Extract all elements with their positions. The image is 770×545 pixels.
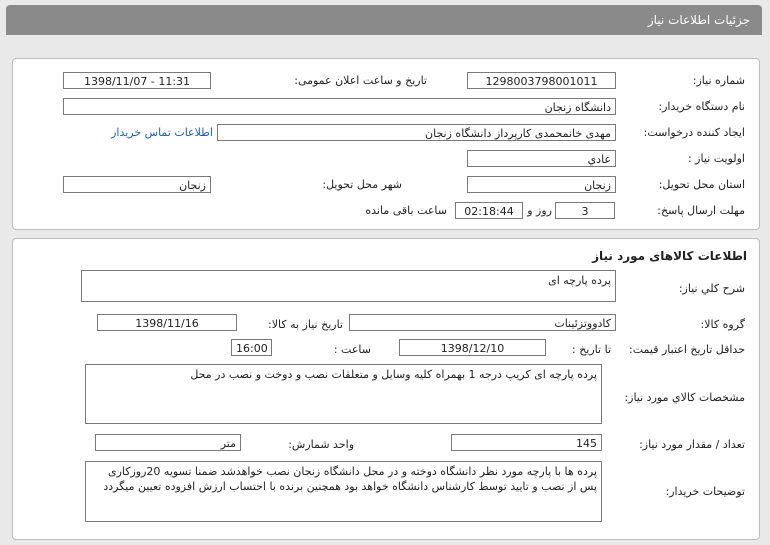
time-remaining-label: ساعت باقی مانده [365, 204, 447, 217]
page-header [6, 5, 762, 35]
until-date-field[interactable]: 1398/12/10 [399, 339, 546, 356]
goods-section-title: اطلاعات کالاهای مورد نیاز [592, 249, 747, 263]
need-number-field[interactable]: 1298003798001011 [467, 72, 616, 89]
buyer-notes-field[interactable]: پرده ها با پارچه مورد نظر دانشگاه دوخته و در محل دانشگاه زنجان نصب خواهدشد ضمنا تسویه 20روزکاری پس از نصب و تایید توسط کارشناس دانشگاه خواهد بود همچنین برنده با احتساب ارزش افزوده تعیین میگردد [85, 461, 602, 522]
buyer-contact-link[interactable]: اطلاعات تماس خریدار [111, 126, 213, 139]
need-date-field[interactable]: 1398/11/16 [97, 314, 237, 331]
summary-label: شرح کلي نیاز: [678, 282, 745, 295]
specs-field[interactable]: پرده پارچه ای کریپ درجه 1 بهمراه کلیه وسایل و متعلقات نصب و دوخت و نصب در محل [85, 364, 602, 424]
days-label: روز و [527, 204, 552, 217]
need-date-label: تاریخ نیاز به کالا: [268, 318, 343, 331]
unit-label: واحد شمارش: [288, 438, 354, 451]
announce-datetime-field[interactable]: 1398/11/07 - 11:31 [63, 72, 211, 89]
city-label: شهر محل تحویل: [322, 178, 402, 191]
page-title: جزئیات اطلاعات نیاز [647, 13, 750, 27]
group-field[interactable]: کادووتزئینات [349, 314, 616, 331]
time-field[interactable]: 16:00 [231, 339, 272, 356]
specs-label: مشخصات کالاي مورد نیاز: [624, 391, 745, 404]
unit-field[interactable]: متر [95, 434, 241, 451]
priority-label: اولویت نیاز : [687, 152, 745, 165]
quantity-field[interactable]: 145 [451, 434, 602, 451]
deadline-label: مهلت ارسال پاسخ: [657, 204, 745, 217]
summary-field[interactable]: پرده پارچه ای [81, 270, 616, 302]
province-label: استان محل تحویل: [658, 178, 745, 191]
announce-datetime-label: تاریخ و ساعت اعلان عمومی: [294, 74, 427, 87]
time-label: ساعت : [333, 343, 371, 356]
days-field[interactable]: 3 [555, 202, 615, 219]
priority-field[interactable]: عادي [467, 150, 616, 167]
until-date-label: تا تاریخ : [572, 343, 611, 356]
buyer-org-label: نام دستگاه خریدار: [658, 100, 745, 113]
goods-info-panel [12, 238, 760, 540]
need-number-label: شماره نیاز: [692, 74, 745, 87]
quantity-label: تعداد / مقدار مورد نیاز: [639, 438, 745, 451]
need-info-panel [12, 58, 760, 230]
province-field[interactable]: زنجان [467, 176, 616, 193]
price-validity-label: حداقل تاریخ اعتبار قیمت: [629, 343, 745, 356]
city-field[interactable]: زنجان [63, 176, 211, 193]
buyer-org-field[interactable]: دانشگاه زنجان [63, 98, 616, 115]
buyer-notes-label: توضیحات خریدار: [665, 485, 745, 498]
group-label: گروه کالا: [700, 318, 745, 331]
time-remaining-field[interactable]: 02:18:44 [455, 202, 523, 219]
creator-label: ایجاد کننده درخواست: [643, 126, 745, 139]
creator-field[interactable]: مهدی خانمحمدی کارپرداز دانشگاه زنجان [217, 124, 616, 141]
